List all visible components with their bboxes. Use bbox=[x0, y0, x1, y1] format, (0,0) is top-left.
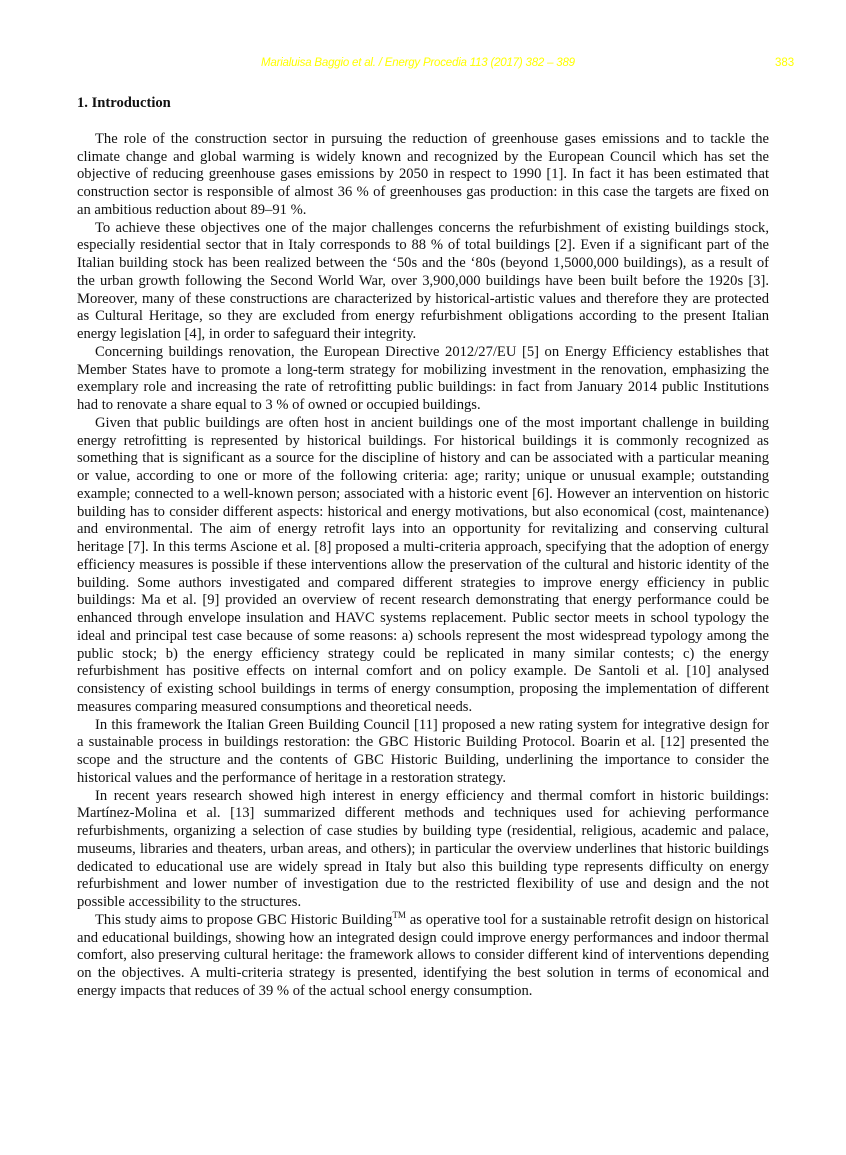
trademark-superscript: TM bbox=[392, 909, 406, 920]
paragraph-text: This study aims to propose GBC Historic Building bbox=[95, 911, 393, 928]
paragraph-conclusion bbox=[77, 909, 769, 1001]
paragraph: Given that public buildings are often host in ancient buildings one of the most important challenge in building energy retrofitting is represented by historical buildings. For historical buildings it is commonly recognized as something that is significant as a source for the discipline of history and can be associated with a particular meaning or value, according to one or more of the following criteria: age; rarity; unique or unusual example; outstanding example; connected to a well-known person; associated with a historic event [6]. However an intervention on historic building has to consider different aspects: historical and energy motivations, but also economical (cost, maintenance) and environmental. The aim of energy retrofit lays into an opportunity for revitalizing and conserving cultural heritage [7]. In this terms Ascione et al. [8] proposed a multi-criteria approach, specifying that the adoption of energy efficiency measures is possible if these interventions allow the preservation of the cultural and historic identity of the building. Some authors investigated and compared different strategies to improve energy efficiency in public buildings: Ma et al. [9] provided an overview of recent research demonstrating that energy performance could be enhanced through envelope insulation and HAVC systems replacement. Public sector meets in school typology the ideal and principal test case because of some reasons: a) schools represent the most widespread typology among the public stock; b) the energy efficiency strategy could be replicated in many similar contests; c) the energy refurbishment has positive effects on internal comfort and on policy example. De Santoli et al. [10] analysed consistency of existing school buildings in terms of energy consumption, proposing the implementation of different measures comparing measured consumptions and theoretical needs. bbox=[77, 414, 769, 715]
paragraph: In recent years research showed high interest in energy efficiency and thermal comfort in historic buildings: Martínez-Molina et al. [13] summarized different methods and techniques used for achieving performance refurbishments, organizing a selection of case studies by building type (residential, religious, academic and palace, museums, libraries and theaters, urban areas, and others); in particular the overview underlines that historic buildings dedicated to educational use are widely spread in Italy but also this building type represents difficulty on energy refurbishment and lower number of investigation due to the restricted flexibility of use and design and the not possible accessibility to the structures. bbox=[77, 787, 769, 910]
page-number: 383 bbox=[775, 57, 795, 69]
article-body bbox=[77, 95, 769, 1001]
paragraph-text: as operative tool for a sustainable retrofit design on historical and educational buildings, showing how an integrated design could improve energy performances and indoor thermal comfort, also preserving cultural heritage: the framework allows to consider different kind of interventions depending on the objectives. A multi-criteria strategy is presented, identifying the best solution in terms of economical and energy impacts that reduces of 39 % of the actual school energy consumption. bbox=[77, 911, 769, 999]
journal-citation: Marialuisa Baggio et al. / Energy Procedia 113 (2017) 382 – 389 bbox=[261, 57, 575, 69]
paragraph: In this framework the Italian Green Building Council [11] proposed a new rating system for integrative design for a sustainable process in buildings restoration: the GBC Historic Building Protocol. Boarin et al. [12] presented the scope and the structure and the contents of GBC Historic Building, underlining the importance to consider the historical values and the performance of heritage in a restoration strategy. bbox=[77, 716, 769, 786]
paragraph: To achieve these objectives one of the major challenges concerns the refurbishment of existing buildings stock, especially residential sector that in Italy corresponds to 88 % of total buildings [2]. Even if a significant part of the Italian building stock has been realized between the ‘50s and the ‘80s (beyond 1,5000,000 buildings), as a result of the urban growth following the Second World War, over 3,900,000 buildings have been built before the 1920s [3]. Moreover, many of these constructions are characterized by historical-artistic values and therefore they are protected as Cultural Heritage, so they are excluded from energy refurbishment obligations according to the present Italian energy legislation [4], in order to safeguard their integrity. bbox=[77, 219, 769, 342]
section-title: 1. Introduction bbox=[77, 95, 171, 111]
running-header bbox=[0, 57, 846, 75]
paragraph: The role of the construction sector in pursuing the reduction of greenhouse gases emissions and to tackle the climate change and global warming is widely known and recognized by the European Council which has set the objective of reducing greenhouse gases emissions by 2050 in respect to 1990 [1]. In fact it has been estimated that construction sector is responsible of almost 36 % of greenhouses gas production: in this case the targets are fixed on an ambitious reduction about 89–91 %. bbox=[77, 130, 769, 218]
paragraph: Concerning buildings renovation, the European Directive 2012/27/EU [5] on Energy Efficiency establishes that Member States have to promote a long-term strategy for mobilizing investment in the renovation, emphasizing the exemplary role and increasing the rate of retrofitting public buildings: in fact from January 2014 public Institutions had to renovate a share equal to 3 % of owned or occupied buildings. bbox=[77, 343, 769, 413]
